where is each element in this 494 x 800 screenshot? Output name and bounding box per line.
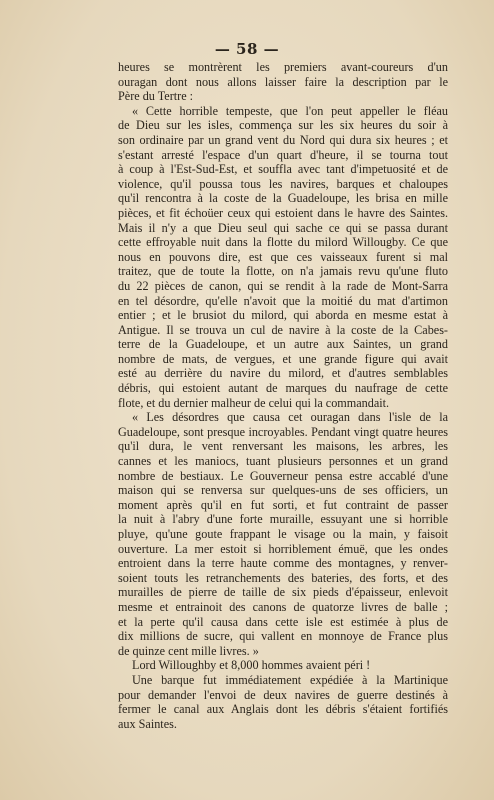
text-line: soient touts les retranchements des bateries, des forts, et des — [118, 570, 448, 585]
page-number: — 58 — — [214, 40, 280, 58]
text-line: fermer le canal aux Anglais dont les débris s'étaient fortifiés — [118, 702, 448, 717]
text-line: pièces, et fit échoüer ceux qui estoient dans le havre des Saintes. — [118, 205, 448, 220]
text-line: aux Saintes. — [118, 716, 177, 731]
text-line: cannes et les maniocs, tuant plusieurs personnes et un grand — [118, 454, 448, 469]
text-line: en tel désordre, qu'elle n'avoit que la moitié du mat d'artimon — [118, 293, 448, 308]
text-line: pour demander l'envoi de deux navires de guerre destinés à — [118, 687, 448, 702]
text-line: entroient dans la terre haute comme des montagnes, y renver- — [118, 556, 448, 571]
text-line: Guadeloupe, sont presque incroyables. Pendant vingt quatre heures — [118, 424, 448, 439]
text-line: cette effroyable nuit dans la flotte du milord Willougby. Ce que — [118, 235, 448, 250]
text-line: de Dieu sur les isles, commença sur les six heures du soir à — [118, 118, 448, 133]
text-line: ouverture. La mer estoit si horriblement émuë, que les ondes — [118, 541, 448, 556]
text-line: Lord Willoughby et 8,000 hommes avaient péri ! — [132, 658, 371, 673]
text-line: qu'il rencontra à la coste de la Guadeloupe, les brisa en mille — [118, 191, 448, 206]
text-line: qu'il dura, le vent renversant les maisons, les arbres, les — [118, 439, 448, 454]
text-line: pluye, qu'une goute frappant le visage ou la main, y faisoit — [118, 527, 448, 541]
text-line: Mais il n'y a que Dieu seul qui sache ce qui se passa durant — [118, 220, 448, 235]
body-text — [118, 60, 448, 731]
text-line: s'estant arresté l'espace d'un quart d'heure, il se tourna tout — [118, 147, 448, 162]
text-line: esté au derrière du navire du milord, et d'autres semblables — [118, 366, 448, 381]
text-line: mesme et entrainoit des canons de quatorze livres de balle ; — [118, 599, 448, 614]
text-line: entier ; et le brusiot du milord, qui aborda en mesme estat à — [118, 308, 448, 323]
text-line: moment après qu'il en fut sorti, et fut contraint de passer — [118, 497, 448, 512]
text-line: Une barque fut immédiatement expédiée à la Martinique — [132, 672, 448, 687]
text-line: flote, et du dernier malheur de celui qui la commandait. — [118, 395, 390, 410]
text-line: à coup à l'Est-Sud-Est, et souffla avec tant d'impetuosité et de — [118, 162, 448, 177]
text-line: murailles de pierre de taille de six pieds d'épaisseur, enlevoit — [118, 585, 448, 600]
text-line: violence, qu'il poussa tous les navires, barques et chaloupes — [118, 176, 448, 191]
text-line: maison qui se renversa sur quelques-uns de ses officiers, un — [118, 483, 448, 498]
text-line: ouragan dont nous allons laisser faire la description par le — [118, 74, 448, 89]
text-line: débris, qui estoient autant de marques du naufrage de cette — [118, 381, 448, 396]
text-line: terre de la Guadeloupe, et un autre aux Saintes, un grand — [118, 337, 448, 352]
text-line: nombre de bestiaux. Le Gouverneur pensa estre accablé d'une — [118, 468, 448, 483]
text-line: de quinze cent mille livres. » — [118, 643, 259, 658]
text-line: nombre de mats, de vergues, et une grande figure qui avait — [118, 351, 448, 366]
text-line: « Cette horrible tempeste, que l'on peut appeller le fléau — [132, 103, 448, 118]
text-line: Père du Tertre : — [118, 89, 194, 104]
text-line: du 22 pièces de canon, qui se rendit à la rade de Mont-Sarra — [118, 278, 448, 293]
text-line: dix millions de sucre, qui vallent en monnoye de France plus — [118, 629, 448, 644]
text-line: son ordinaire par un grand vent du Nord qui dura six heures ; et — [118, 132, 448, 147]
text-line: et la perte qu'il causa dans cette isle est estimée à plus de — [118, 614, 448, 629]
text-line: traitez, que de toute la flotte, on n'a jamais revu qu'une fluto — [118, 264, 448, 279]
text-line: heures se montrèrent les premiers avant-coureurs d'un — [118, 60, 448, 74]
text-line: Antigue. Il se trouva un cul de navire à la coste de la Cabes- — [118, 322, 448, 337]
text-line: « Les désordres que causa cet ouragan dans l'isle de la — [132, 410, 448, 425]
text-line: la nuit à l'abry d'une forte muraille, essuyant une si horrible — [118, 512, 448, 527]
text-line: nous en pouvons dire, est que ces vaisseaux furent si mal — [118, 249, 448, 264]
